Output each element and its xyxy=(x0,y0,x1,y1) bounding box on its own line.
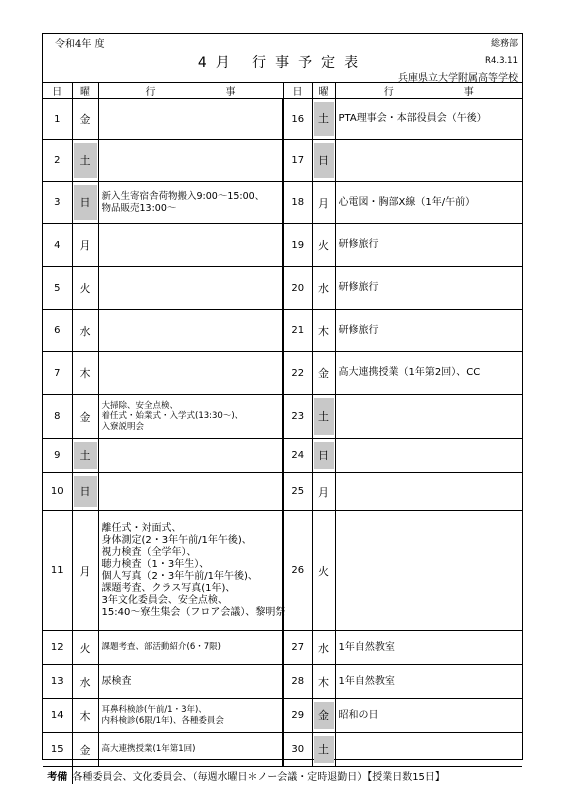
weekday-label: 木 xyxy=(79,367,91,380)
event-line: 着任式・始業式・入学式(13:30～)、 xyxy=(101,411,244,422)
table-row xyxy=(43,631,522,665)
table-row xyxy=(43,224,522,267)
event-line: 個人写真（2・3年午前/1年午後)、 xyxy=(101,570,258,582)
col-day-left: 日 xyxy=(43,83,72,99)
day-number: 3 xyxy=(43,182,72,224)
day-number: 14 xyxy=(43,699,72,733)
weekday-label: 金 xyxy=(318,367,329,380)
event-line: 内科検診(6限/1年)、各種委員会 xyxy=(101,715,224,726)
event-line: 入寮説明会 xyxy=(101,421,145,432)
day-number: 16 xyxy=(283,99,312,140)
weekday-label: 水 xyxy=(318,641,329,655)
weekday-label: 土 xyxy=(314,102,334,136)
weekday-label: 土 xyxy=(314,736,334,763)
weekday-label: 日 xyxy=(314,442,334,469)
weekday-label: 水 xyxy=(79,675,91,689)
day-number: 24 xyxy=(283,439,312,473)
table-row xyxy=(43,395,522,439)
event-cell xyxy=(335,733,522,767)
weekday-label: 火 xyxy=(318,564,329,578)
event-line: 1年自然教室 xyxy=(338,641,395,653)
weekday-cell xyxy=(312,182,335,224)
event-cell xyxy=(335,352,522,395)
event-line: 課題考査、クラス写真(1年)、 xyxy=(101,582,236,594)
event-cell xyxy=(335,182,522,224)
weekday-label: 月 xyxy=(79,564,91,578)
day-number: 13 xyxy=(43,665,72,699)
day-number: 23 xyxy=(283,395,312,439)
schedule-rows xyxy=(43,99,522,767)
event-line: 3年文化委員会、安全点検、 xyxy=(101,594,228,606)
day-number: 18 xyxy=(283,182,312,224)
weekday-cell xyxy=(312,267,335,310)
weekday-label: 金 xyxy=(314,702,334,729)
weekday-cell xyxy=(72,473,98,511)
day-number: 25 xyxy=(283,473,312,511)
weekday-cell xyxy=(72,182,98,224)
weekday-label: 木 xyxy=(79,709,91,723)
event-line: 高大連携授業(1年第1回) xyxy=(101,744,196,755)
col-event-right: 行 事 xyxy=(335,83,522,99)
weekday-cell xyxy=(72,631,98,665)
table-row xyxy=(43,699,522,733)
day-number: 6 xyxy=(43,310,72,352)
table-row xyxy=(43,140,522,182)
table-row xyxy=(43,99,522,140)
weekday-label: 火 xyxy=(79,282,91,295)
weekday-cell xyxy=(312,439,335,473)
weekday-label: 月 xyxy=(318,196,329,210)
event-cell xyxy=(335,395,522,439)
notes-label: 考備 xyxy=(43,767,72,784)
day-number: 7 xyxy=(43,352,72,395)
school-name: 兵庫県立大学附属高等学校 xyxy=(398,73,518,84)
event-cell xyxy=(335,511,522,631)
event-line: 1年自然教室 xyxy=(338,675,395,687)
weekday-cell xyxy=(72,395,98,439)
weekday-label: 月 xyxy=(318,485,329,499)
event-cell xyxy=(98,224,283,267)
day-number: 10 xyxy=(43,473,72,511)
day-number: 17 xyxy=(283,140,312,182)
weekday-label: 月 xyxy=(79,239,91,252)
weekday-label: 水 xyxy=(79,324,91,338)
fiscal-year-label: 令和4年 度 xyxy=(55,39,105,50)
col-event-left: 行 事 xyxy=(98,83,283,99)
weekday-label: 金 xyxy=(79,113,91,126)
sheet-header xyxy=(43,34,522,83)
col-weekday-right: 曜 xyxy=(312,83,335,99)
weekday-cell xyxy=(72,511,98,631)
event-cell xyxy=(98,99,283,140)
weekday-label: 木 xyxy=(318,324,329,338)
event-line: 視力検査（全学年）、 xyxy=(101,546,197,558)
day-number: 9 xyxy=(43,439,72,473)
event-cell xyxy=(335,267,522,310)
event-cell xyxy=(98,665,283,699)
weekday-cell xyxy=(72,140,98,182)
day-number: 12 xyxy=(43,631,72,665)
schedule-sheet xyxy=(42,33,523,783)
weekday-cell xyxy=(72,439,98,473)
event-cell xyxy=(98,352,283,395)
event-line: 新入生寄宿舎荷物搬入9:00～15:00、 xyxy=(101,191,265,203)
weekday-cell xyxy=(312,665,335,699)
weekday-cell xyxy=(312,699,335,733)
event-cell xyxy=(98,439,283,473)
day-number: 22 xyxy=(283,352,312,395)
event-line: 研修旅行 xyxy=(338,239,379,250)
weekday-label: 土 xyxy=(314,398,334,435)
event-line: 課題考査、部活動紹介(6・7限) xyxy=(101,642,221,653)
event-cell xyxy=(335,699,522,733)
weekday-cell xyxy=(72,352,98,395)
event-line: 15:40～寮生集会（フロア会議）、黎明祭 xyxy=(101,606,286,618)
event-line: 大掃除、安全点検、 xyxy=(101,401,179,412)
weekday-cell xyxy=(312,310,335,352)
weekday-label: 日 xyxy=(74,476,97,507)
weekday-cell xyxy=(72,99,98,140)
event-cell xyxy=(98,267,283,310)
event-cell xyxy=(335,140,522,182)
event-line: 尿検査 xyxy=(101,675,132,687)
event-line: 物品販売13:00～ xyxy=(101,202,177,214)
weekday-cell xyxy=(312,511,335,631)
day-number: 1 xyxy=(43,99,72,140)
event-line: 聴力検査（1・3年生）、 xyxy=(101,558,210,570)
weekday-cell xyxy=(72,224,98,267)
event-cell xyxy=(335,665,522,699)
day-number: 8 xyxy=(43,395,72,439)
page-title: 4月 行事予定表 xyxy=(197,55,368,71)
day-number: 19 xyxy=(283,224,312,267)
day-number: 15 xyxy=(43,733,72,767)
weekday-label: 火 xyxy=(79,641,91,655)
event-cell xyxy=(98,182,283,224)
weekday-label: 土 xyxy=(74,143,97,178)
day-number: 2 xyxy=(43,140,72,182)
day-number: 4 xyxy=(43,224,72,267)
weekday-label: 日 xyxy=(314,143,334,178)
weekday-cell xyxy=(72,310,98,352)
col-day-right: 日 xyxy=(283,83,312,99)
event-cell xyxy=(98,140,283,182)
event-line: 離任式・対面式、 xyxy=(101,522,182,534)
event-cell xyxy=(98,631,283,665)
weekday-cell xyxy=(312,395,335,439)
weekday-label: 金 xyxy=(79,743,91,757)
weekday-cell xyxy=(72,733,98,767)
schedule-table xyxy=(43,83,522,784)
day-number: 26 xyxy=(283,511,312,631)
weekday-cell xyxy=(72,665,98,699)
event-line: 研修旅行 xyxy=(338,282,379,293)
day-number: 20 xyxy=(283,267,312,310)
event-cell xyxy=(335,310,522,352)
event-line: 身体測定(2・3年午前/1年午後)、 xyxy=(101,534,252,546)
day-number: 21 xyxy=(283,310,312,352)
weekday-label: 水 xyxy=(318,282,329,295)
event-line: 研修旅行 xyxy=(338,324,379,336)
event-cell xyxy=(98,310,283,352)
table-row xyxy=(43,352,522,395)
weekday-label: 土 xyxy=(74,442,97,469)
weekday-cell xyxy=(72,699,98,733)
weekday-label: 金 xyxy=(79,410,91,424)
weekday-cell xyxy=(72,267,98,310)
event-cell xyxy=(98,395,283,439)
event-cell xyxy=(335,99,522,140)
day-number: 11 xyxy=(43,511,72,631)
table-row xyxy=(43,439,522,473)
event-line: 昭和の日 xyxy=(338,709,379,721)
event-cell xyxy=(335,473,522,511)
notes-row xyxy=(43,767,522,784)
table-row xyxy=(43,665,522,699)
col-weekday-left: 曜 xyxy=(72,83,98,99)
notes-text: 各種委員会、文化委員会、（毎週水曜日＊ノー会議・定時退勤日）【授業日数15日】 xyxy=(72,767,522,784)
event-cell xyxy=(98,733,283,767)
table-row xyxy=(43,310,522,352)
event-cell xyxy=(335,439,522,473)
event-cell xyxy=(98,473,283,511)
weekday-cell xyxy=(312,99,335,140)
day-number: 27 xyxy=(283,631,312,665)
event-line: PTA理事会・本部役員会（午後） xyxy=(338,113,487,124)
department-label: 総務部 xyxy=(490,39,518,49)
weekday-cell xyxy=(312,733,335,767)
table-row xyxy=(43,733,522,767)
weekday-cell xyxy=(312,352,335,395)
column-headers xyxy=(43,83,522,99)
table-row xyxy=(43,511,522,631)
event-cell xyxy=(98,699,283,733)
day-number: 28 xyxy=(283,665,312,699)
weekday-cell xyxy=(312,631,335,665)
table-row xyxy=(43,473,522,511)
weekday-label: 日 xyxy=(74,185,97,220)
day-number: 5 xyxy=(43,267,72,310)
event-cell xyxy=(335,631,522,665)
day-number: 29 xyxy=(283,699,312,733)
weekday-label: 火 xyxy=(318,239,329,252)
day-number: 30 xyxy=(283,733,312,767)
event-line: 耳鼻科検診(午前/1・3年)、 xyxy=(101,705,207,716)
table-row xyxy=(43,182,522,224)
event-line: 高大連携授業（1年第2回）、CC xyxy=(338,367,481,378)
weekday-cell xyxy=(312,140,335,182)
weekday-label: 木 xyxy=(318,675,329,689)
table-row xyxy=(43,267,522,310)
event-cell xyxy=(335,224,522,267)
event-cell xyxy=(98,511,286,631)
issue-date: R4.3.11 xyxy=(485,56,518,66)
weekday-cell xyxy=(312,473,335,511)
weekday-cell xyxy=(312,224,335,267)
event-line: 心電図・胸部X線（1年/午前） xyxy=(338,196,476,208)
